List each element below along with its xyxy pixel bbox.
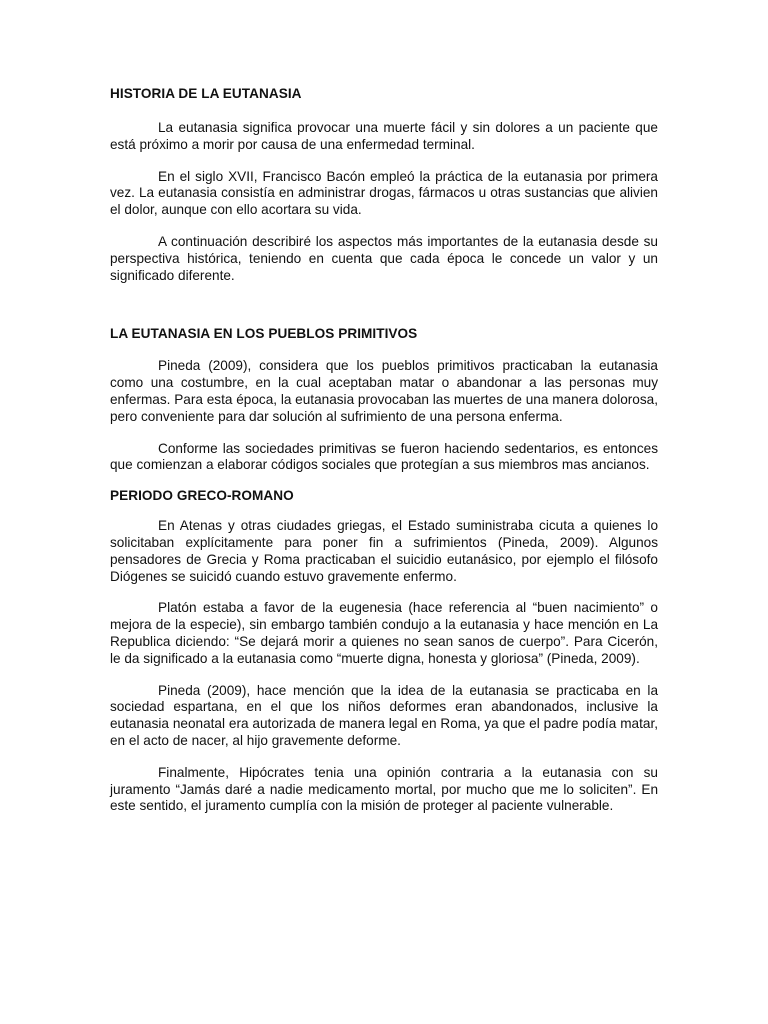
paragraph: En Atenas y otras ciudades griegas, el Estado suministraba cicuta a quienes lo solicitaban explícitamente para poner fin a sufrimientos (Pineda, 2009). Algunos pensadores de Grecia y Roma practicaban el suicidio eutanásico, por ejemplo el filósofo Diógenes se suicidó cuando estuvo gravemente enfermo.: [110, 518, 658, 584]
section-heading-greco-romano: PERIODO GRECO-ROMANO: [110, 488, 294, 504]
paragraph: En el siglo XVII, Francisco Bacón empleó la práctica de la eutanasia por primera vez. La eutanasia consistía en administrar drogas, fármacos u otras sustancias que alivien el dolor, aunque con ello acortara su vida.: [110, 168, 658, 218]
paragraph: Pineda (2009), considera que los pueblos primitivos practicaban la eutanasia como una costumbre, en la cual aceptaban matar o abandonar a las personas muy enfermas. Para esta época, la eutanasia provocaban las muertes de una manera dolorosa, pero conveniente para dar solución al sufrimiento de una persona enferma.: [110, 358, 658, 424]
paragraph: Conforme las sociedades primitivas se fueron haciendo sedentarios, es entonces que comienzan a elaborar códigos sociales que protegían a sus miembros mas ancianos.: [110, 440, 658, 473]
paragraph: A continuación describiré los aspectos más importantes de la eutanasia desde su perspectiva histórica, teniendo en cuenta que cada época le concede un valor y un significado diferente.: [110, 233, 658, 283]
document-body: [110, 86, 658, 815]
section-heading-pueblos-primitivos: LA EUTANASIA EN LOS PUEBLOS PRIMITIVOS: [110, 326, 418, 342]
paragraph: Pineda (2009), hace mención que la idea de la eutanasia se practicaba en la sociedad espartana, en el que los niños deformes eran abandonados, inclusive la eutanasia neonatal era autorizada de manera legal en Roma, ya que el padre podía matar, en el acto de nacer, al hijo gravemente deforme.: [110, 682, 658, 748]
paragraph: La eutanasia significa provocar una muerte fácil y sin dolores a un paciente que está próximo a morir por causa de una enfermedad terminal.: [110, 120, 658, 152]
paragraph: Finalmente, Hipócrates tenia una opinión contraria a la eutanasia con su juramento “Jamás daré a nadie medicamento mortal, por mucho que me lo soliciten”. En este sentido, el juramento cumplía con la misión de proteger al paciente vulnerable.: [110, 764, 658, 814]
paragraph: Platón estaba a favor de la eugenesia (hace referencia al “buen nacimiento” o mejora de la especie), sin embargo también condujo a la eutanasia y hace mención en La Republica diciendo: “Se dejará morir a quienes no sean sanos de cuerpo”. Para Cicerón, le da significado a la eutanasia como “muerte digna, honesta y gloriosa” (Pineda, 2009).: [110, 600, 658, 666]
section-heading-historia: HISTORIA DE LA EUTANASIA: [110, 86, 302, 101]
